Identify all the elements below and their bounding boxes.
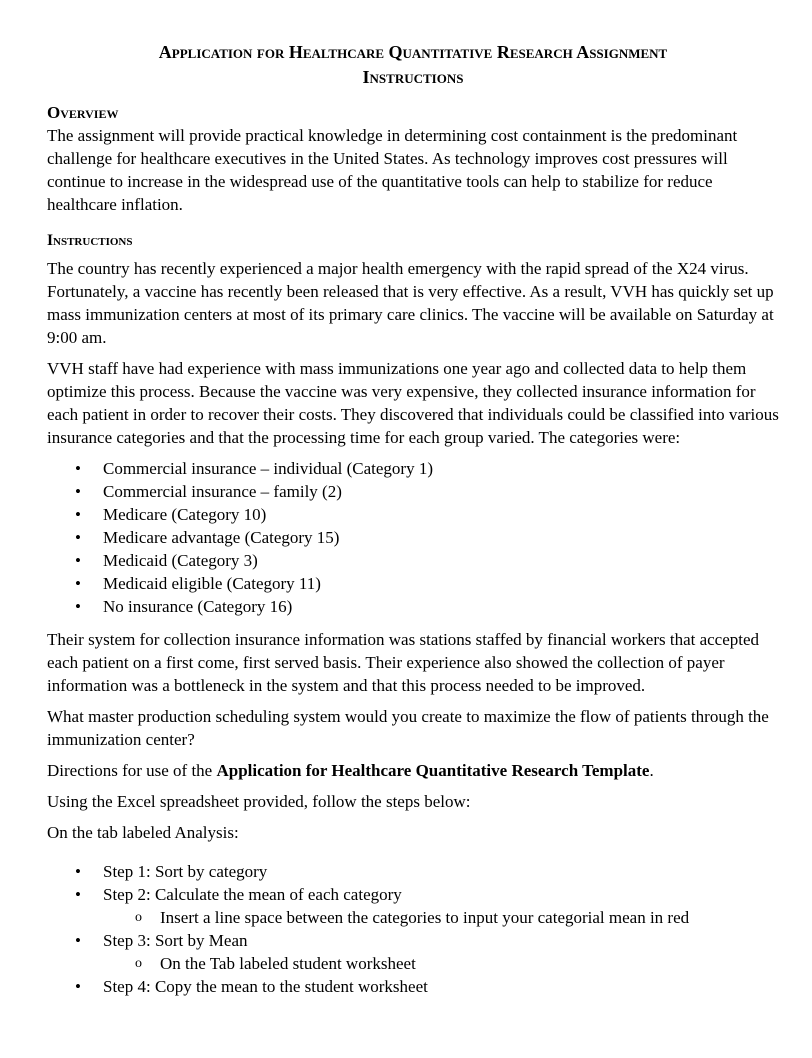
question-paragraph: What master production scheduling system would you create to maximize the flow of patients through the immunization center?	[47, 707, 769, 749]
instructions-paragraph-1: The country has recently experienced a major health emergency with the rapid spread of the X24 virus. Fortunately, a vaccine has recently been released that is very effective. As a result, VVH has quickly set up mass immunization centers at most of its primary care clinics. The vaccine will be available on Saturday at 9:00 am.	[47, 259, 774, 347]
overview-paragraph: The assignment will provide practical knowledge in determining cost containment is the predominant challenge for healthcare executives in the United States. As technology improves cost pressures will continue to increase in the widespread use of the quantitative tools can help to stabilize for reduce healthcare inflation.	[47, 126, 738, 214]
instructions-heading: Instructions	[47, 232, 133, 249]
directions-suffix: .	[649, 761, 654, 780]
steps-list	[47, 860, 779, 998]
document-page	[47, 40, 779, 1008]
sub-step-item: o On the Tab labeled student worksheet	[47, 952, 779, 975]
list-item: • Medicare (Category 10)	[47, 503, 779, 526]
instructions-paragraph-3: Their system for collection insurance information was stations staffed by financial workers that accepted each patient on a first come, first served basis. Their experience also showed the collection of payer information was a bottleneck in the system and that this process needed to be improved.	[47, 630, 760, 695]
list-item: • Commercial insurance – family (2)	[47, 480, 779, 503]
sub-step-item: o Insert a line space between the categories to input your categorial mean in red	[47, 906, 779, 929]
overview-heading: Overview	[47, 103, 119, 122]
list-item: • Medicaid (Category 3)	[47, 549, 779, 572]
list-item: • Commercial insurance – individual (Category 1)	[47, 457, 779, 480]
directions-paragraph	[47, 759, 779, 782]
document-title	[47, 40, 779, 90]
directions-prefix: Directions for use of the	[47, 761, 217, 780]
title-line-2: Instructions	[362, 67, 464, 87]
using-paragraph: Using the Excel spreadsheet provided, follow the steps below:	[47, 792, 471, 811]
step-item: • Step 4: Copy the mean to the student worksheet	[47, 975, 779, 998]
instructions-paragraph-2: VVH staff have had experience with mass immunizations one year ago and collected data to help them optimize this process. Because the vaccine was very expensive, they collected insurance information for each patient in order to recover their costs. They discovered that individuals could be classified into various insurance categories and that the processing time for each group varied. The categories were:	[47, 359, 779, 447]
template-name: Application for Healthcare Quantitative Research Template	[216, 761, 650, 780]
list-item: • Medicaid eligible (Category 11)	[47, 572, 779, 595]
title-line-1: Application for Healthcare Quantitative Research Assignment	[158, 42, 668, 62]
step-item: • Step 1: Sort by category	[47, 860, 779, 883]
step-item: • Step 2: Calculate the mean of each category	[47, 883, 779, 906]
list-item: • Medicare advantage (Category 15)	[47, 526, 779, 549]
list-item: • No insurance (Category 16)	[47, 595, 779, 618]
analysis-tab-paragraph: On the tab labeled Analysis:	[47, 823, 239, 842]
step-item: • Step 3: Sort by Mean	[47, 929, 779, 952]
category-list	[47, 457, 779, 618]
